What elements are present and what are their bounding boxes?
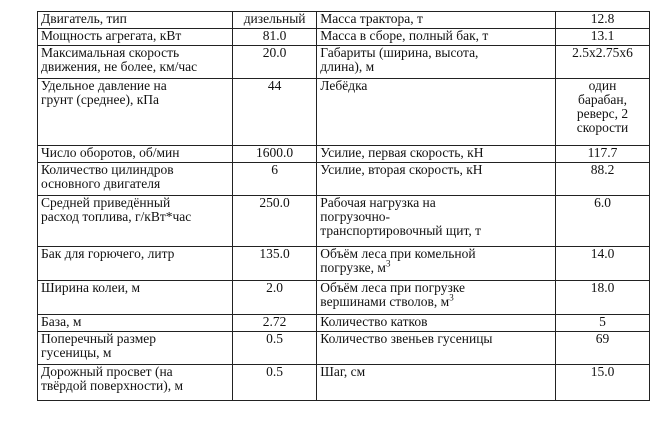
right-value-cell: [556, 332, 650, 365]
right-label-cell-text: Шаг, см: [320, 364, 366, 379]
right-label-cell-text: Объём леса при комельной погрузке, м: [320, 246, 476, 275]
right-value-cell-text: 13.1: [590, 28, 615, 43]
right-label-cell: [317, 29, 556, 46]
left-label-cell: [38, 365, 233, 401]
left-label-cell-text: Удельное давление на грунт (среднее), кПа: [41, 78, 167, 107]
left-label-cell: [38, 12, 233, 29]
right-value-cell-text: 117.7: [587, 145, 618, 160]
right-label-cell: [317, 79, 556, 146]
right-value-cell: [556, 79, 650, 146]
table-row: [38, 332, 650, 365]
table-row: [38, 196, 650, 247]
left-value-cell: [232, 79, 316, 146]
right-label-cell-text: Рабочая нагрузка на погрузочно- транспортировочный щит, т: [320, 195, 482, 238]
right-value-cell-text: 6.0: [594, 195, 611, 210]
right-value-cell-text: 88.2: [590, 162, 615, 177]
right-value-cell-text: 15.0: [590, 364, 615, 379]
left-label-cell: [38, 146, 233, 163]
right-value-cell: [556, 196, 650, 247]
left-value-cell: [232, 247, 316, 281]
table-row: [38, 247, 650, 281]
left-value-cell-text: 0.5: [266, 364, 284, 379]
right-label-cell: [317, 315, 556, 332]
right-label-cell: [317, 146, 556, 163]
table-row: [38, 29, 650, 46]
table-row: [38, 146, 650, 163]
left-value-cell: [232, 365, 316, 401]
table-row: [38, 163, 650, 196]
left-label-cell: [38, 332, 233, 365]
right-value-cell: [556, 281, 650, 315]
right-label-cell-text: Масса в сборе, полный бак, т: [320, 28, 489, 43]
right-value-cell: [556, 365, 650, 401]
left-label-cell-text: Поперечный размер гусеницы, м: [41, 331, 156, 360]
right-value-cell-text: 18.0: [590, 280, 615, 295]
right-label-cell-text: Усилие, вторая скорость, кН: [320, 162, 483, 177]
left-label-cell-text: Максимальная скорость движения, не более, км/час: [41, 45, 198, 74]
right-value-cell: [556, 146, 650, 163]
left-value-cell: [232, 29, 316, 46]
left-label-cell-text: Средней приведённый расход топлива, г/кВт*час: [41, 195, 192, 224]
left-label-cell-text: Двигатель, тип: [41, 11, 127, 26]
left-value-cell: [232, 332, 316, 365]
table-row: [38, 79, 650, 146]
left-label-cell-text: Мощность агрегата, кВт: [41, 28, 182, 43]
left-value-cell: [232, 196, 316, 247]
right-label-cell: [317, 365, 556, 401]
right-value-cell: [556, 29, 650, 46]
left-value-cell: [232, 46, 316, 79]
left-value-cell-text: 250.0: [259, 195, 290, 210]
left-label-cell: [38, 46, 233, 79]
cubic-superscript: 3: [385, 258, 391, 269]
right-label-cell: [317, 12, 556, 29]
right-label-cell: [317, 46, 556, 79]
right-value-cell-text: 5: [599, 314, 606, 329]
right-value-cell-text: 12.8: [590, 11, 615, 26]
right-value-cell-text: 2.5x2.75x6: [572, 45, 633, 60]
table-row: [38, 12, 650, 29]
right-label-cell: [317, 163, 556, 196]
left-value-cell-text: 2.72: [262, 314, 287, 329]
left-label-cell: [38, 281, 233, 315]
right-label-cell: [317, 281, 556, 315]
table-row: [38, 315, 650, 332]
left-label-cell: [38, 163, 233, 196]
left-value-cell: [232, 315, 316, 332]
right-label-cell-text: Количество звеньев гусеницы: [320, 331, 493, 346]
left-label-cell: [38, 315, 233, 332]
right-label-cell-text: Объём леса при погрузке вершинами стволов, м: [320, 280, 466, 309]
left-value-cell-text: 2.0: [266, 280, 284, 295]
right-value-cell: [556, 247, 650, 281]
left-value-cell-text: 44: [267, 78, 282, 93]
right-value-cell-text: один барабан, реверс, 2 скорости: [576, 78, 629, 135]
left-label-cell-text: Ширина колеи, м: [41, 280, 141, 295]
table-row: [38, 365, 650, 401]
left-value-cell-text: 0.5: [266, 331, 284, 346]
left-label-cell-text: База, м: [41, 314, 82, 329]
cubic-superscript: 3: [449, 292, 454, 303]
left-value-cell: [232, 146, 316, 163]
right-value-cell: [556, 46, 650, 79]
left-label-cell-text: Бак для горючего, литр: [41, 246, 175, 261]
left-value-cell-text: дизельный: [243, 11, 306, 26]
right-label-cell: [317, 247, 556, 281]
left-value-cell-text: 20.0: [262, 45, 287, 60]
right-value-cell: [556, 163, 650, 196]
right-label-cell-text: Количество катков: [320, 314, 428, 329]
right-value-cell: [556, 315, 650, 332]
right-value-cell: [556, 12, 650, 29]
left-value-cell-text: 135.0: [259, 246, 290, 261]
right-label-cell: [317, 196, 556, 247]
left-label-cell: [38, 247, 233, 281]
right-label-cell-text: Габариты (ширина, высота, длина), м: [320, 45, 479, 74]
left-label-cell-text: Количество цилиндров основного двигателя: [41, 162, 174, 191]
left-value-cell-text: 1600.0: [256, 145, 294, 160]
table-row: [38, 281, 650, 315]
right-label-cell-text: Усилие, первая скорость, кН: [320, 145, 484, 160]
specs-table: [37, 11, 650, 401]
left-value-cell: [232, 12, 316, 29]
left-value-cell: [232, 163, 316, 196]
right-value-cell-text: 69: [595, 331, 610, 346]
table-row: [38, 46, 650, 79]
left-label-cell: [38, 196, 233, 247]
left-value-cell: [232, 281, 316, 315]
left-label-cell: [38, 79, 233, 146]
right-label-cell-text: Лебёдка: [320, 78, 368, 93]
left-label-cell-text: Дорожный просвет (на твёрдой поверхности), м: [41, 364, 184, 393]
left-label-cell-text: Число оборотов, об/мин: [41, 145, 180, 160]
right-label-cell-text: Масса трактора, т: [320, 11, 423, 26]
left-value-cell-text: 81.0: [262, 28, 287, 43]
left-value-cell-text: 6: [271, 162, 278, 177]
right-value-cell-text: 14.0: [590, 246, 615, 261]
left-label-cell: [38, 29, 233, 46]
right-label-cell: [317, 332, 556, 365]
